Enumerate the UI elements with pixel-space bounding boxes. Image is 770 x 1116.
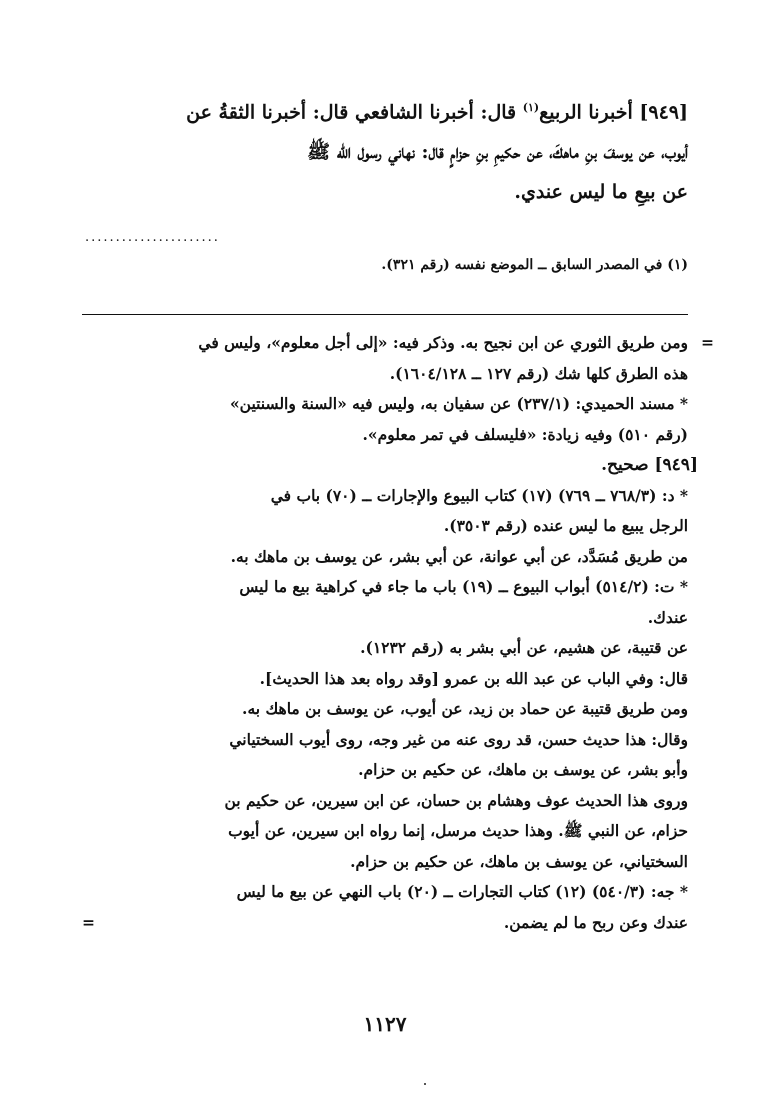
separator-dots: ...................... [85,230,220,245]
note-line: عندك. [647,607,688,627]
note-line: السختياني، عن يوسف بن ماهك، عن حكيم بن حزام. [350,851,688,871]
footnote-divider [82,314,688,315]
note-line: هذه الطرق كلها شك (رقم ١٢٧ ــ ١٦٠٤/١٢٨). [389,363,688,383]
footnote-1: (١) في المصدر السابق ــ الموضع نفسه (رقم ٣٢١). [381,257,688,273]
hadith-949-header [82,450,698,481]
note-line: حزام، عن النبي ﷺ. وهذا حديث مرسل، إنما رواه ابن سيرين، عن أيوب [228,821,688,840]
main-line-1 [82,88,688,132]
hadith-949-number: [٩٤٩] [654,455,698,475]
note-line: وروى هذا الحديث عوف وهشام بن حسان، عن ابن سيرين، عن حكيم بن [224,790,688,810]
main-line-1-rest: قال: أخبرنا الشافعي قال: أخبرنا الثقةُ عن [186,101,517,124]
note-line: * مسند الحميدي: (٢٣٧/١) عن سفيان به، وليس فيه «السنة والسنتين» [229,394,688,413]
hadith-number: [٩٤٩] [639,101,688,124]
note-line: الرجل يبيع ما ليس عنده (رقم ٣٥٠٣). [443,516,688,535]
main-line-1-start: أخبرنا الربيع [539,101,633,124]
note-line: وقال: هذا حديث حسن، قد روى عنه من غير وجه، روى أيوب السختياني [229,729,688,749]
note-line [82,328,714,359]
note-line: (رقم ٥١٠) وفيه زيادة: «فليسلف في تمر معلوم». [362,424,688,444]
note-line: قال: وفي الباب عن عبد الله بن عمرو [وقد رواه بعد هذا الحديث]. [259,668,688,688]
footnote-reference: (١) [522,101,540,114]
main-line-3: عن بيعِ ما ليس عندي. [514,181,688,204]
note-line: * جه: (٥٤٠/٣) (١٢) كتاب التجارات ــ (٢٠) باب النهي عن بيع ما ليس [236,882,688,901]
continuation-end-mark: = [82,912,95,932]
note-line: ومن طريق قتيبة عن حماد بن زيد، عن أيوب، عن يوسف بن ماهك به. [242,699,688,718]
note-line-text: ومن طريق الثوري عن ابن نجيح به. وذكر فيه: «إلى أجل معلوم»، وليس في [198,333,688,352]
page-number: ١١٢٧ [363,1012,407,1036]
note-line: من طريق مُسَدَّد، عن أبي عوانة، عن أبي بشر، عن يوسف بن ماهك به. [230,546,688,566]
note-line [82,908,688,939]
note-line: * د: (٧٦٨/٣ ــ ٧٦٩) (١٧) كتاب البيوع والإجارات ــ (٧٠) باب في [270,485,688,505]
main-line-2: أيوب، عن يوسفَ بنِ ماهكَ، عن حكيمِ بنِ حزامٍ قال: نهاني رسول الله ﷺ [307,141,688,164]
commentary-notes [82,328,714,938]
continuation-mark: = [701,333,714,352]
note-line: وأبو بشر، عن يوسف بن ماهك، عن حكيم بن حزام. [358,760,688,779]
note-line: * ت: (٥١٤/٢) أبواب البيوع ــ (١٩) باب ما جاء في كراهية بيع ما ليس [239,577,688,596]
note-line-text: عندك وعن ربح ما لم يضمن. [503,912,688,932]
print-mark [424,1083,426,1085]
hadith-949-grade: صحيح. [601,455,649,475]
note-line: عن قتيبة، عن هشيم، عن أبي بشر به (رقم ١٢٣٢). [360,638,688,657]
main-hadith-text [82,88,688,212]
